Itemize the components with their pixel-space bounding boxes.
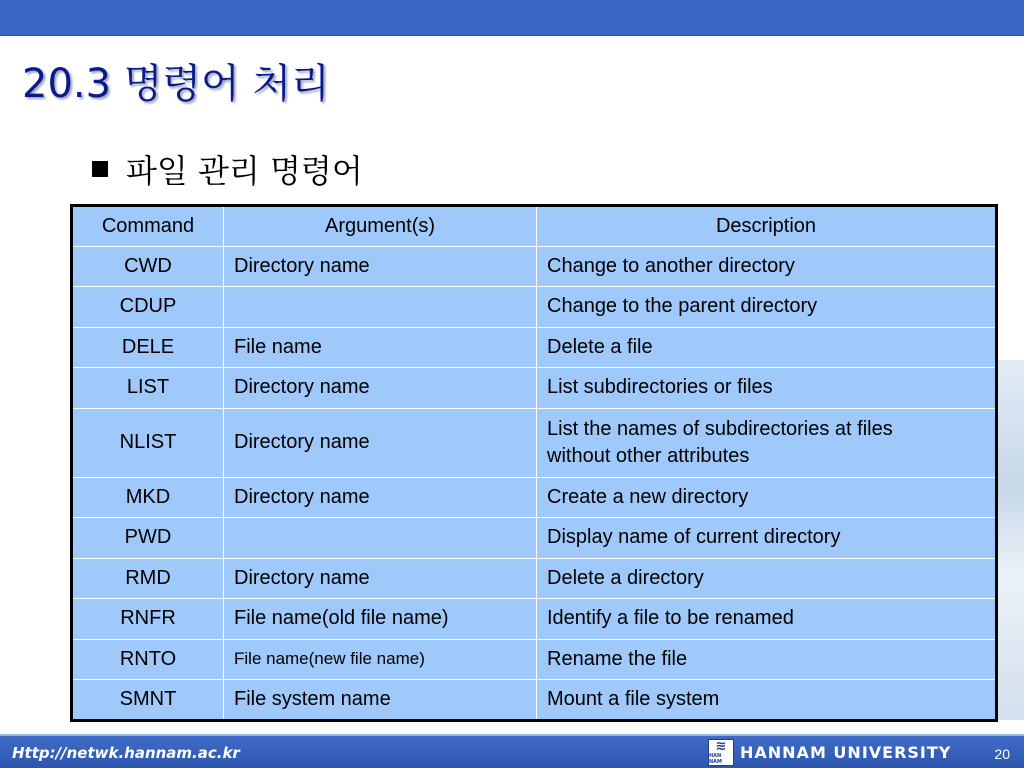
page-number: 20: [994, 746, 1010, 762]
university-name: HANNAM UNIVERSITY: [740, 743, 952, 762]
square-bullet-icon: [92, 161, 108, 177]
slide-title: 20.3 명령어 처리: [22, 61, 330, 107]
cell-argument: Directory name: [224, 368, 537, 409]
cell-argument: File name(new file name): [224, 639, 537, 680]
table-row: [72, 558, 997, 599]
cell-command: CWD: [72, 246, 224, 287]
table-row: [72, 518, 997, 559]
cell-description: Display name of current directory: [537, 518, 997, 559]
cell-description: Create a new directory: [537, 477, 997, 518]
bullet-point: [92, 146, 363, 192]
cell-description: Change to the parent directory: [537, 287, 997, 328]
table-row: [72, 599, 997, 640]
top-header-bar: [0, 0, 1024, 36]
cell-argument: File system name: [224, 680, 537, 721]
cell-description: [537, 408, 997, 477]
cell-argument: Directory name: [224, 477, 537, 518]
cell-argument: [224, 518, 537, 559]
cell-description: Mount a file system: [537, 680, 997, 721]
header-command: Command: [72, 206, 224, 247]
footer-bar: [0, 734, 1024, 768]
cell-command: DELE: [72, 327, 224, 368]
description-line: without other attributes: [547, 444, 750, 467]
table-row: [72, 639, 997, 680]
cell-argument: Directory name: [224, 408, 537, 477]
cell-description: List subdirectories or files: [537, 368, 997, 409]
table-row: [72, 246, 997, 287]
table-row: [72, 287, 997, 328]
cell-argument: [224, 287, 537, 328]
cell-command: SMNT: [72, 680, 224, 721]
table-header-row: [72, 206, 997, 247]
cell-argument: File name(old file name): [224, 599, 537, 640]
cell-description: Delete a file: [537, 327, 997, 368]
cell-description: Delete a directory: [537, 558, 997, 599]
cell-argument: Directory name: [224, 246, 537, 287]
command-table: [70, 204, 998, 722]
cell-command: RMD: [72, 558, 224, 599]
cell-argument: File name: [224, 327, 537, 368]
footer-url-link[interactable]: Http://netwk.hannam.ac.kr: [12, 744, 240, 762]
cell-description: Identify a file to be renamed: [537, 599, 997, 640]
header-description: Description: [537, 206, 997, 247]
table-row: [72, 477, 997, 518]
cell-argument: Directory name: [224, 558, 537, 599]
cell-command: CDUP: [72, 287, 224, 328]
cell-description: Change to another directory: [537, 246, 997, 287]
bullet-text: 파일 관리 명령어: [126, 152, 363, 190]
cell-description: Rename the file: [537, 639, 997, 680]
cell-command: RNFR: [72, 599, 224, 640]
cell-command: RNTO: [72, 639, 224, 680]
hannam-logo-icon: [708, 739, 734, 766]
description-line: List the names of subdirectories at files: [547, 417, 893, 440]
cell-command: NLIST: [72, 408, 224, 477]
cell-command: MKD: [72, 477, 224, 518]
table-row: [72, 408, 997, 477]
table-row: [72, 368, 997, 409]
logo-glyph: ≋: [715, 739, 727, 754]
table-row: [72, 680, 997, 721]
cell-command: LIST: [72, 368, 224, 409]
logo-text: HAN NAM: [709, 753, 723, 765]
header-arguments: Argument(s): [224, 206, 537, 247]
cell-command: PWD: [72, 518, 224, 559]
table-row: [72, 327, 997, 368]
